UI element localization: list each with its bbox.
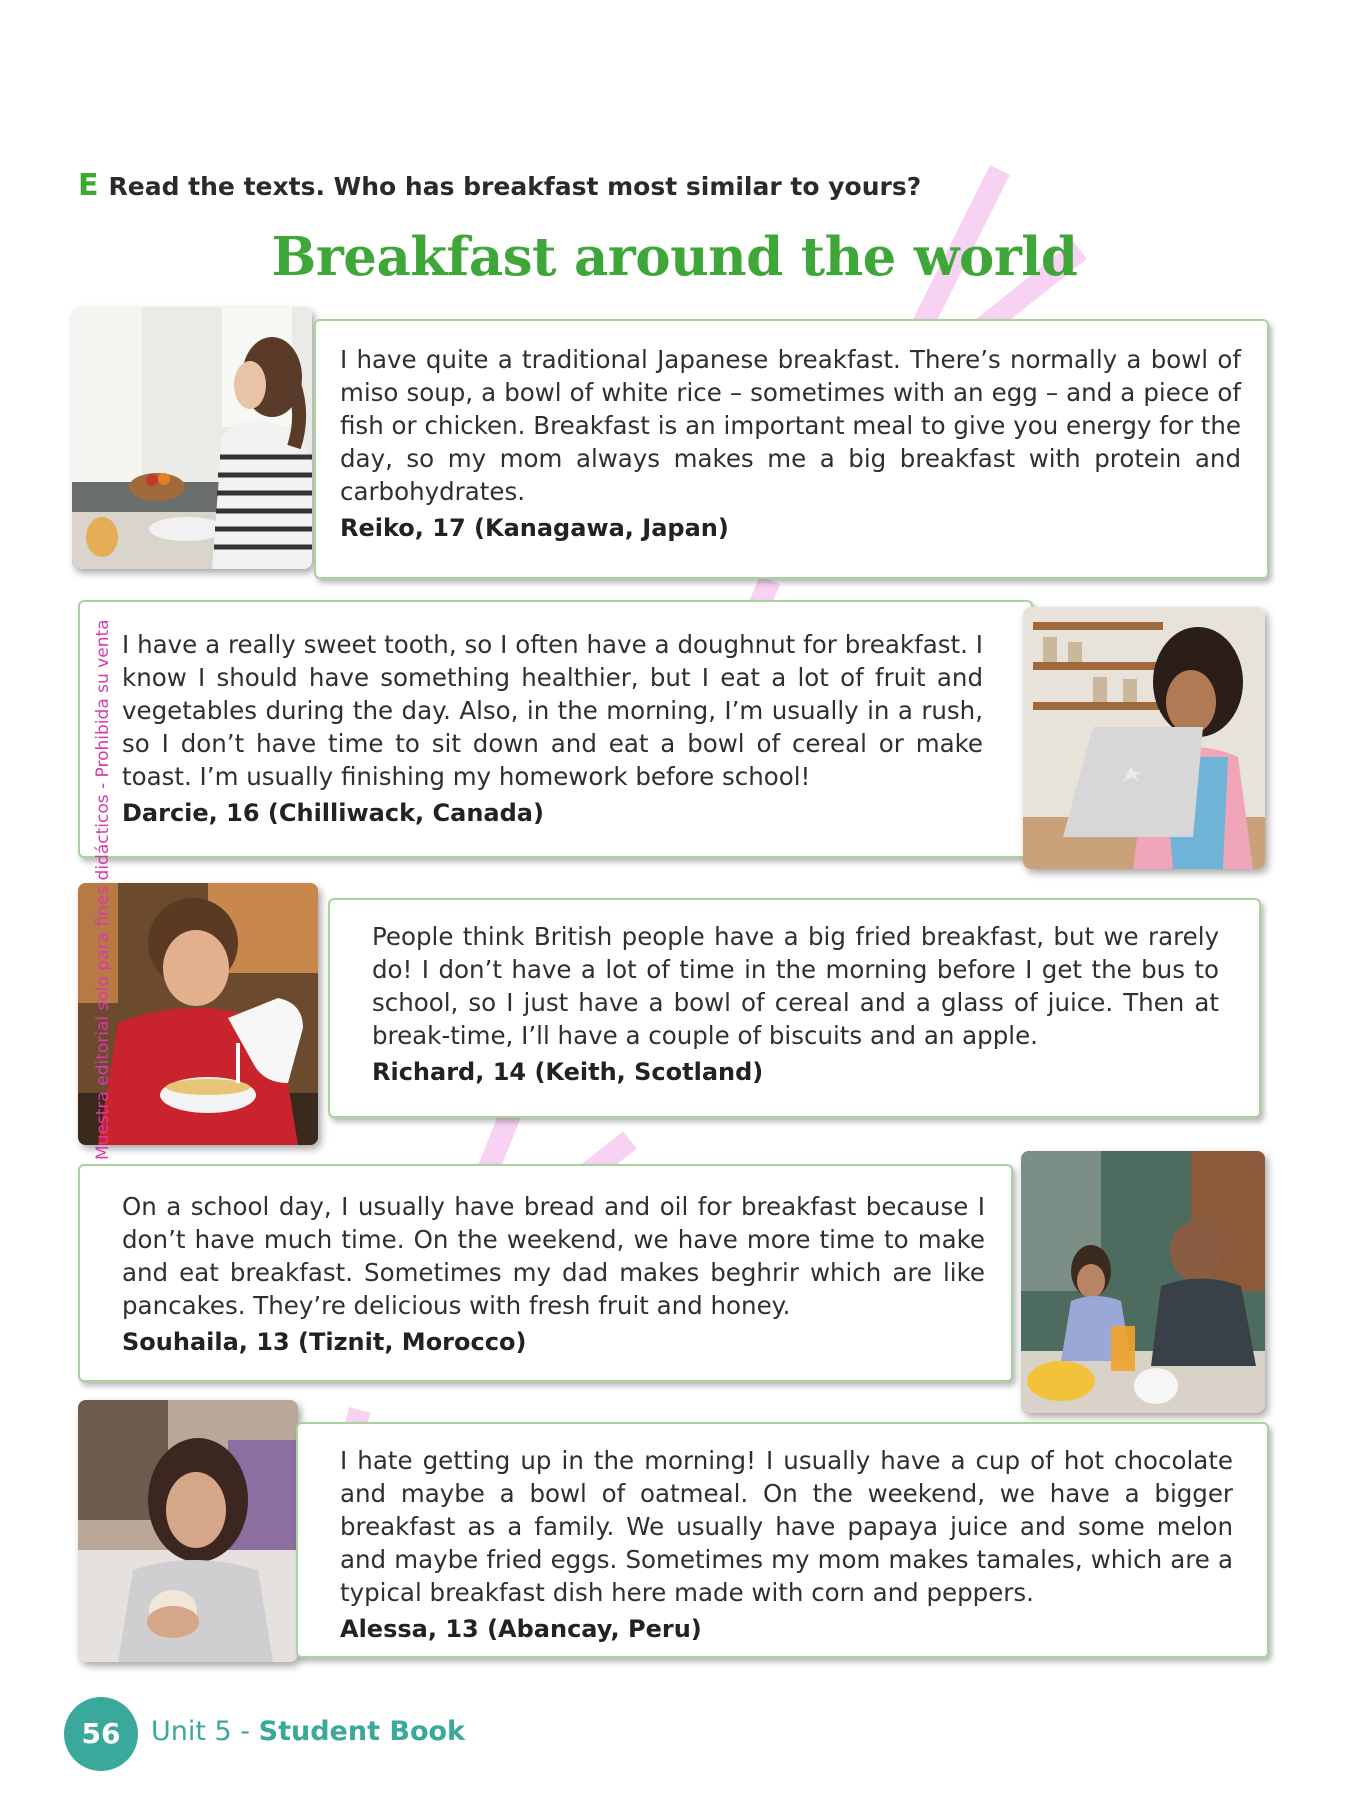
photo-alessa [78, 1400, 298, 1662]
exercise-letter: E [78, 168, 99, 203]
page-title: Breakfast around the world [271, 226, 1078, 288]
text-card-darcie [78, 600, 1033, 858]
text-card-richard [328, 898, 1261, 1118]
footer-book: Student Book [258, 1716, 466, 1747]
photo-richard [78, 883, 318, 1145]
photo-darcie [1023, 607, 1265, 869]
footer-unit: Unit 5 - [151, 1716, 259, 1747]
sample-notice: Muestra editorial solo para fines didácticos - Prohibida su venta [93, 619, 113, 1160]
text-card-reiko [314, 319, 1269, 579]
footer-label [151, 1716, 465, 1747]
text-author: Reiko, 17 (Kanagawa, Japan) [340, 514, 729, 542]
text-card-souhaila [78, 1164, 1013, 1382]
exercise-instruction [78, 168, 921, 203]
text-author: Darcie, 16 (Chilliwack, Canada) [122, 799, 544, 827]
photo-reiko [72, 307, 312, 569]
text-body: I have a really sweet tooth, so I often have a doughnut for breakfast. I know I should have something healthier, but I eat a lot of fruit and vegetables during the day. Also, in the morning, I’m usually in a rush, so I don’t have time to sit down and eat a bowl of cereal or make toast. I’m usually finishing my homework before school! [122, 630, 983, 791]
instruction-text: Read the texts. Who has breakfast most similar to yours? [108, 172, 922, 201]
text-body: People think British people have a big fried breakfast, but we rarely do! I don’t have a lot of time in the morning before I get the bus to school, so I just have a bowl of cereal and a glass of juice. Then at break-time, I’ll have a couple of biscuits and an apple. [372, 922, 1219, 1050]
text-card-alessa [296, 1422, 1269, 1658]
text-body: I have quite a traditional Japanese breakfast. There’s normally a bowl of miso soup, a bowl of white rice – sometimes with an egg – and a piece of fish or chicken. Breakfast is an important meal to give you energy for the day, so my mom always makes me a big breakfast with protein and carbohydrates. [340, 345, 1241, 506]
page-number: 56 [64, 1697, 138, 1771]
text-author: Souhaila, 13 (Tiznit, Morocco) [122, 1328, 527, 1356]
text-body: I hate getting up in the morning! I usually have a cup of hot chocolate and maybe a bowl of oatmeal. On the weekend, we have a bigger breakfast as a family. We usually have papaya juice and some melon and maybe fried eggs. Sometimes my mom makes tamales, which are a typical breakfast dish here made with corn and peppers. [340, 1446, 1233, 1607]
text-body: On a school day, I usually have bread and oil for breakfast because I don’t have much time. On the weekend, we have more time to make and eat breakfast. Sometimes my dad makes beghrir which are like pancakes. They’re delicious with fresh fruit and honey. [122, 1192, 985, 1320]
photo-souhaila [1021, 1151, 1265, 1413]
text-author: Alessa, 13 (Abancay, Peru) [340, 1615, 702, 1643]
text-author: Richard, 14 (Keith, Scotland) [372, 1058, 764, 1086]
